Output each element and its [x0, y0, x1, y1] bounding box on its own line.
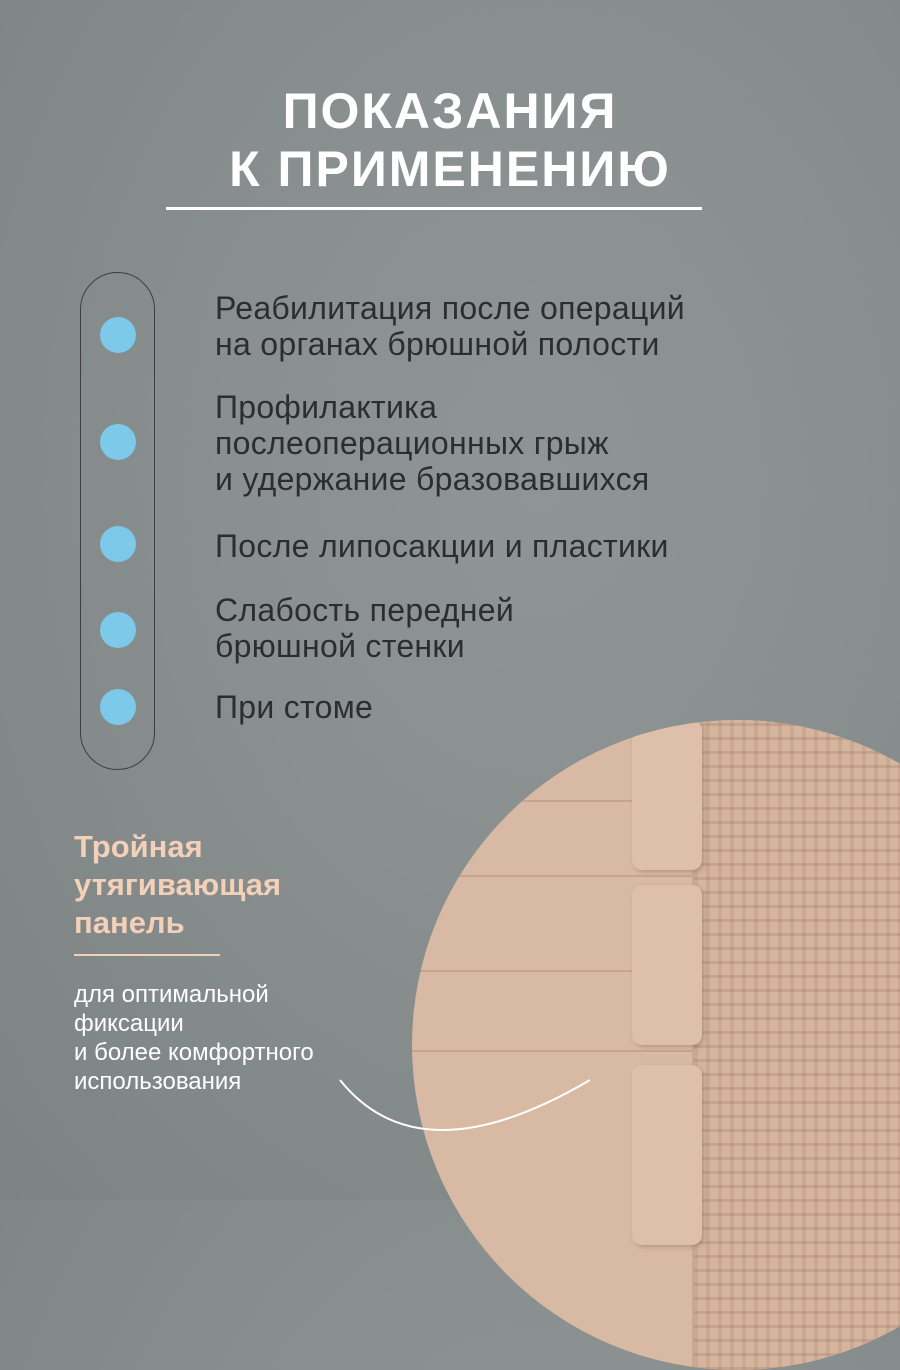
panel-seam — [412, 875, 692, 877]
title-line-2: К ПРИМЕНЕНИЮ — [229, 141, 671, 197]
velcro-tab — [632, 885, 702, 1045]
indication-line: Профилактика — [215, 389, 438, 425]
indication-line: После липосакции и пластики — [215, 528, 669, 564]
indication-item — [215, 389, 650, 497]
feature-title-line: утягивающая — [74, 867, 282, 902]
title-line-1: ПОКАЗАНИЯ — [282, 83, 618, 139]
indication-line: брюшной стенки — [215, 628, 465, 664]
feature-desc-line: для оптимальной — [74, 981, 269, 1008]
feature-desc-line: использования — [74, 1068, 242, 1095]
feature-divider — [74, 954, 220, 956]
indication-line: При стоме — [215, 689, 374, 725]
indication-line: Реабилитация после операций — [215, 290, 685, 326]
indication-line: Слабость передней — [215, 592, 515, 628]
feature-description — [74, 980, 314, 1096]
velcro-tab — [632, 1065, 702, 1245]
mesh-panel — [692, 720, 900, 1370]
feature-title-line: Тройная — [74, 829, 203, 864]
bullet-dot-icon — [100, 612, 136, 648]
indication-item — [215, 689, 373, 725]
velcro-tab — [632, 720, 702, 870]
indication-line: послеоперационных грыж — [215, 425, 609, 461]
feature-desc-line: фиксации — [74, 1010, 184, 1037]
bullet-dot-icon — [100, 424, 136, 460]
bullet-dot-icon — [100, 689, 136, 725]
decorative-arc — [330, 1040, 610, 1170]
feature-desc-line: и более комфортного — [74, 1039, 314, 1066]
indication-item — [215, 290, 685, 362]
indication-line: на органах брюшной полости — [215, 326, 660, 362]
indication-item — [215, 528, 669, 564]
indication-item — [215, 592, 514, 664]
feature-title — [74, 828, 281, 942]
feature-title-line: панель — [74, 905, 185, 940]
page-title — [0, 82, 900, 198]
title-underline — [166, 207, 702, 210]
bullet-dot-icon — [100, 317, 136, 353]
bullet-dot-icon — [100, 526, 136, 562]
indication-line: и удержание бразовавшихся — [215, 461, 650, 497]
